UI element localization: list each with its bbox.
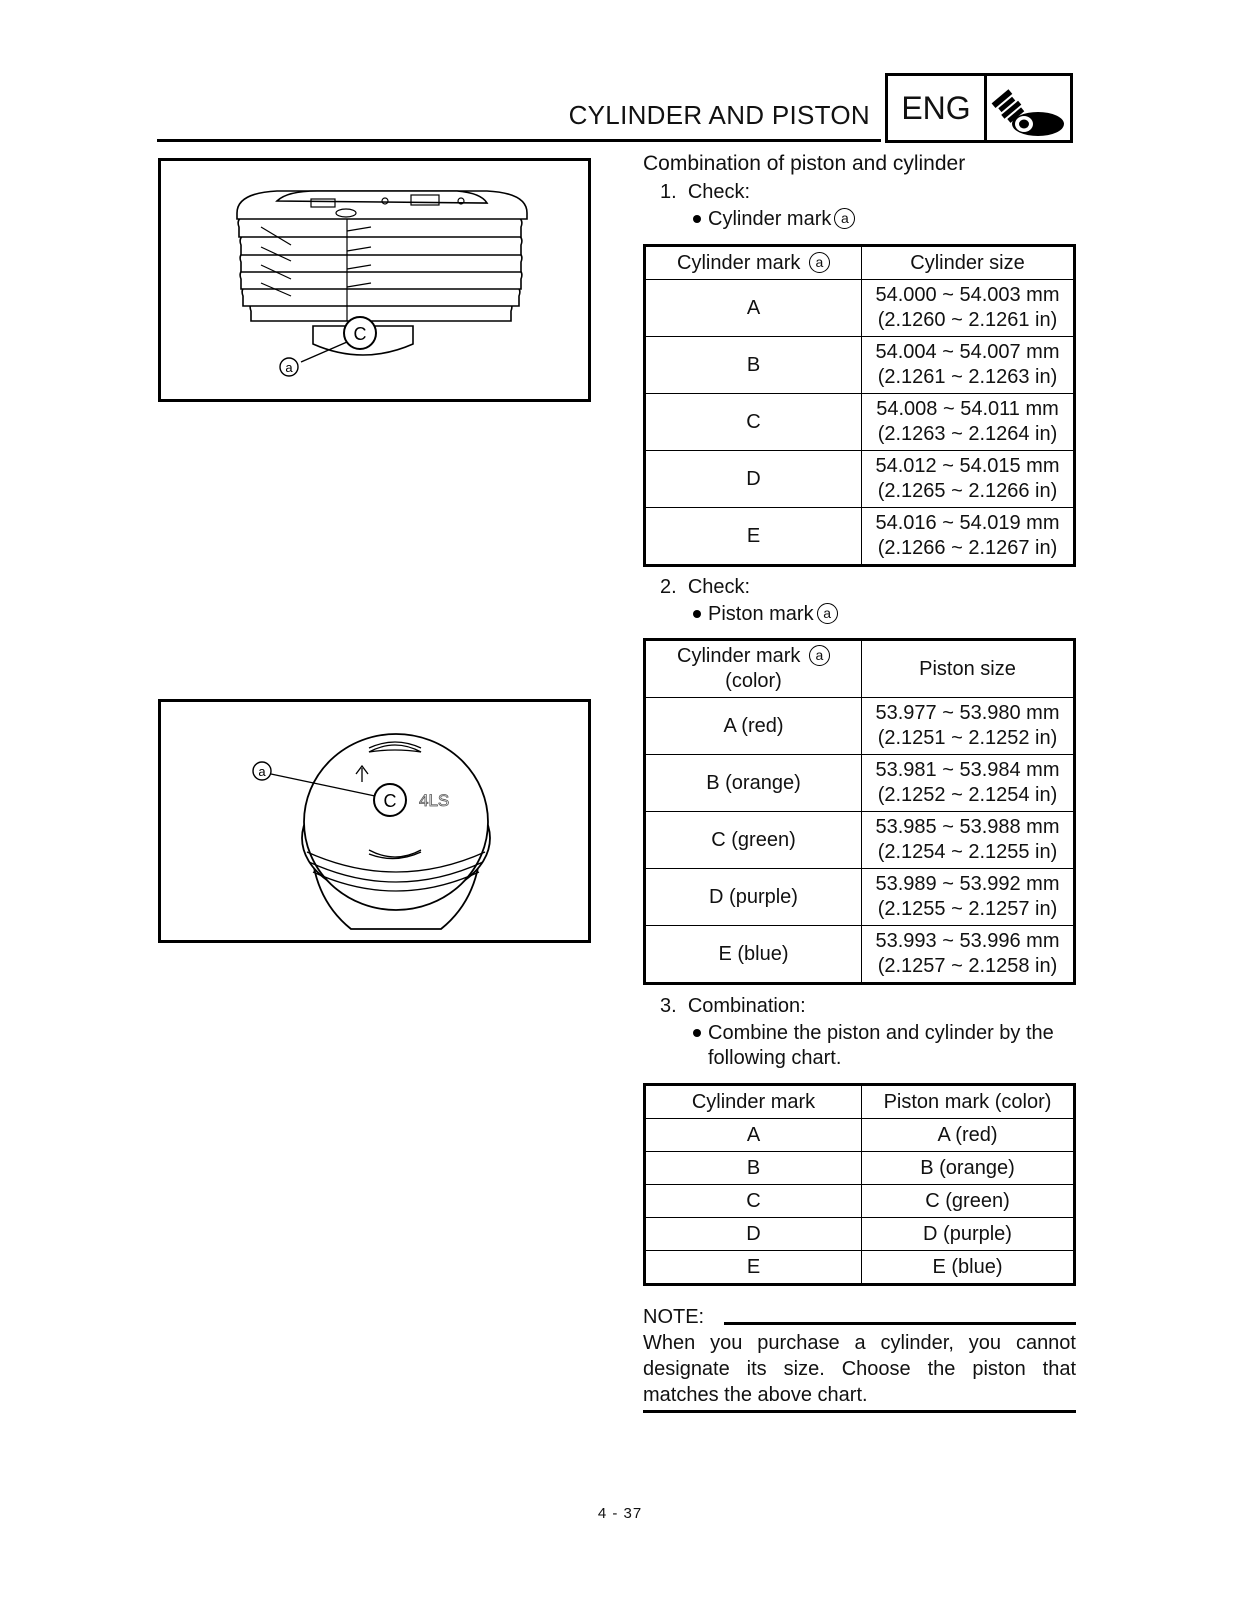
note-rule bbox=[724, 1322, 1076, 1325]
cylinder-mark-letter: C bbox=[353, 324, 367, 344]
note-label: NOTE: bbox=[643, 1306, 705, 1328]
header-rule bbox=[157, 139, 881, 142]
step-2 bbox=[660, 576, 750, 599]
piston-size-table bbox=[643, 638, 1076, 985]
cell-mark: B bbox=[645, 337, 862, 394]
table-row bbox=[645, 755, 1075, 812]
bullet-dot bbox=[693, 215, 701, 223]
cell-piston: A (red) bbox=[862, 1119, 1075, 1152]
cell-mark: A bbox=[645, 280, 862, 337]
piston-drawing bbox=[161, 702, 588, 940]
table-row bbox=[645, 1185, 1075, 1218]
cell-size: 54.016 ~ 54.019 mm (2.1266 ~ 2.1267 in) bbox=[862, 508, 1075, 566]
engine-icon bbox=[988, 80, 1068, 138]
bullet-text-cont: following chart. bbox=[708, 1047, 842, 1069]
cell-size: 53.985 ~ 53.988 mm (2.1254 ~ 2.1255 in) bbox=[862, 812, 1075, 869]
cylinder-drawing bbox=[161, 161, 588, 399]
step-1 bbox=[660, 181, 750, 204]
table-row bbox=[645, 1119, 1075, 1152]
callout-a: a bbox=[834, 208, 855, 229]
table-row bbox=[645, 869, 1075, 926]
step-1-bullet bbox=[693, 208, 855, 231]
header-cylinder-mark: Cylinder mark a bbox=[645, 246, 862, 280]
cell-piston: B (orange) bbox=[862, 1152, 1075, 1185]
cell-mark: D (purple) bbox=[645, 869, 862, 926]
table-row bbox=[645, 451, 1075, 508]
cell-mark: D bbox=[645, 451, 862, 508]
table-row bbox=[645, 1218, 1075, 1251]
combination-table bbox=[643, 1083, 1076, 1286]
table-row bbox=[645, 812, 1075, 869]
cell-mark: B (orange) bbox=[645, 755, 862, 812]
cell-cylinder: C bbox=[645, 1185, 862, 1218]
note-text: When you purchase a cylinder, you cannot designate its size. Choose the piston that matches the above chart. bbox=[643, 1332, 1076, 1406]
table-row bbox=[645, 1251, 1075, 1285]
header-cylinder-mark-color: Cylinder mark a (color) bbox=[645, 640, 862, 698]
table-row bbox=[645, 394, 1075, 451]
cell-mark: C (green) bbox=[645, 812, 862, 869]
cell-cylinder: A bbox=[645, 1119, 862, 1152]
cell-size: 53.981 ~ 53.984 mm (2.1252 ~ 2.1254 in) bbox=[862, 755, 1075, 812]
header-cylinder-mark: Cylinder mark bbox=[645, 1085, 862, 1119]
note-bottom-rule bbox=[643, 1410, 1076, 1413]
page-number: 4 - 37 bbox=[597, 1505, 643, 1522]
cell-mark: A (red) bbox=[645, 698, 862, 755]
bullet-text: Combine the piston and cylinder by the bbox=[708, 1022, 1054, 1044]
step-number: 3. bbox=[660, 995, 677, 1017]
step-2-bullet bbox=[693, 603, 838, 626]
step-number: 2. bbox=[660, 576, 677, 598]
bullet-text: Piston mark bbox=[708, 603, 814, 625]
badge-label: ENG bbox=[888, 76, 987, 140]
step-number: 1. bbox=[660, 181, 677, 203]
table-row bbox=[645, 508, 1075, 566]
bullet-dot bbox=[693, 1029, 701, 1037]
cell-piston: C (green) bbox=[862, 1185, 1075, 1218]
cell-size: 53.993 ~ 53.996 mm (2.1257 ~ 2.1258 in) bbox=[862, 926, 1075, 984]
cell-mark: E (blue) bbox=[645, 926, 862, 984]
cell-size: 53.977 ~ 53.980 mm (2.1251 ~ 2.1252 in) bbox=[862, 698, 1075, 755]
cell-piston: D (purple) bbox=[862, 1218, 1075, 1251]
cell-mark: C bbox=[645, 394, 862, 451]
callout-a-label: a bbox=[285, 360, 293, 375]
table-row bbox=[645, 1152, 1075, 1185]
step-label: Check: bbox=[687, 181, 751, 203]
piston-illustration bbox=[158, 699, 591, 943]
bullet-text: Cylinder mark bbox=[708, 208, 832, 230]
cell-cylinder: E bbox=[645, 1251, 862, 1285]
table-row bbox=[645, 926, 1075, 984]
table-header-row bbox=[645, 1085, 1075, 1119]
step-label: Check: bbox=[687, 576, 751, 598]
cell-size: 54.000 ~ 54.003 mm (2.1260 ~ 2.1261 in) bbox=[862, 280, 1075, 337]
callout-a: a bbox=[809, 645, 830, 666]
cell-cylinder: D bbox=[645, 1218, 862, 1251]
table-header-row bbox=[645, 246, 1075, 280]
piston-stamp: 4LS bbox=[419, 791, 450, 810]
callout-a: a bbox=[817, 603, 838, 624]
cylinder-size-table bbox=[643, 244, 1076, 567]
cell-size: 53.989 ~ 53.992 mm (2.1255 ~ 2.1257 in) bbox=[862, 869, 1075, 926]
table-row bbox=[645, 280, 1075, 337]
section-badge bbox=[885, 73, 1073, 143]
page-title: CYLINDER AND PISTON bbox=[568, 100, 870, 130]
cell-cylinder: B bbox=[645, 1152, 862, 1185]
table-header-row bbox=[645, 640, 1075, 698]
table-row bbox=[645, 337, 1075, 394]
cell-piston: E (blue) bbox=[862, 1251, 1075, 1285]
header-cylinder-size: Cylinder size bbox=[862, 246, 1075, 280]
cell-size: 54.004 ~ 54.007 mm (2.1261 ~ 2.1263 in) bbox=[862, 337, 1075, 394]
cylinder-illustration bbox=[158, 158, 591, 402]
callout-a-label: a bbox=[258, 764, 266, 779]
cell-mark: E bbox=[645, 508, 862, 566]
cell-size: 54.008 ~ 54.011 mm (2.1263 ~ 2.1264 in) bbox=[862, 394, 1075, 451]
cell-size: 54.012 ~ 54.015 mm (2.1265 ~ 2.1266 in) bbox=[862, 451, 1075, 508]
callout-a: a bbox=[809, 252, 830, 273]
table-row bbox=[645, 698, 1075, 755]
step-label: Combination: bbox=[687, 995, 806, 1017]
piston-mark-letter: C bbox=[383, 791, 397, 811]
section-title: Combination of piston and cylinder bbox=[643, 152, 966, 175]
header-piston-mark: Piston mark (color) bbox=[862, 1085, 1075, 1119]
bullet-dot bbox=[693, 610, 701, 618]
step-3 bbox=[660, 995, 806, 1018]
step-3-bullet bbox=[693, 1022, 1083, 1070]
header-piston-size: Piston size bbox=[862, 640, 1075, 698]
